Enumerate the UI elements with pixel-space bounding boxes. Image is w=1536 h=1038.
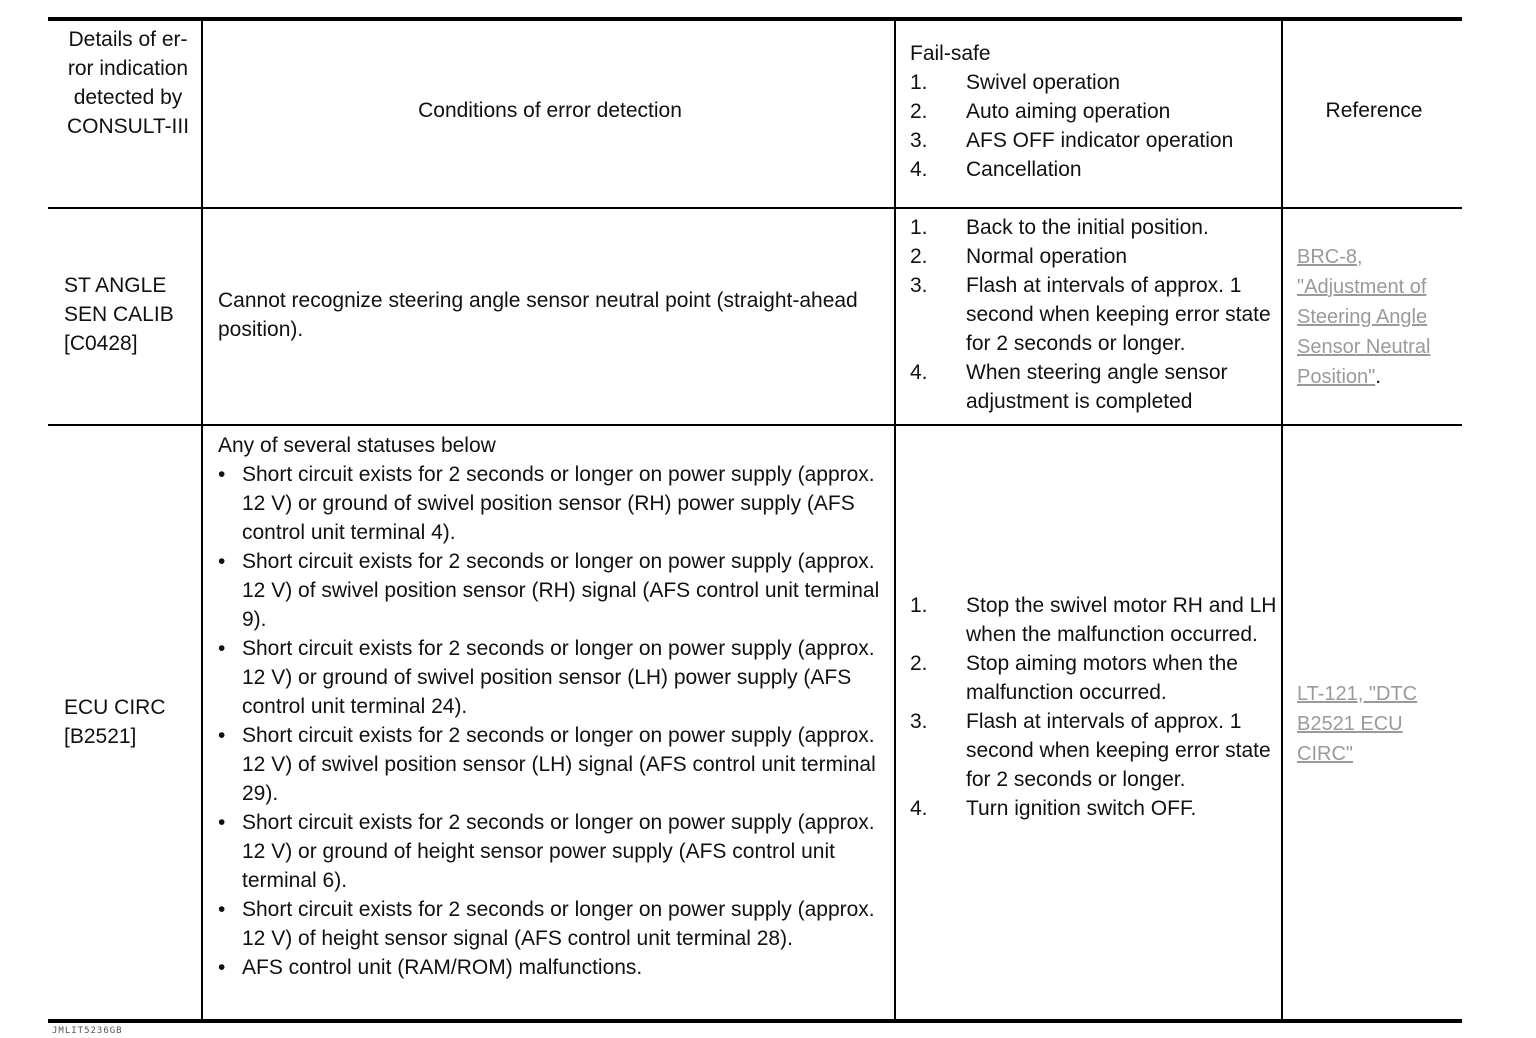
row2-condition <box>218 431 888 982</box>
list-item: 1. Back to the initial position. <box>910 216 1209 239</box>
list-item: 2. Auto aiming operation <box>910 100 1171 123</box>
list-item: 4. Turn ignition switch OFF. <box>910 797 1197 820</box>
table-top-rule <box>48 17 1462 21</box>
list-item: 3. Flash at intervals of approx. 1 second when keeping error state for 2 seconds or longer. <box>910 710 1271 791</box>
list-item: 2. Normal operation <box>910 245 1128 268</box>
list-item: • Short circuit exists for 2 seconds or longer on power supply (approx. 12 V) of height sensor signal (AFS control unit terminal 28). <box>218 898 875 950</box>
row2-reference <box>1297 679 1457 769</box>
row1-failsafe <box>910 213 1278 416</box>
row2-details: ECU CIRC [B2521] <box>64 696 166 748</box>
list-item: 1. Stop the swivel motor RH and LH when the malfunction occurred. <box>910 594 1277 646</box>
reference-link[interactable]: LT-121, "DTC B2521 ECU CIRC" <box>1297 683 1418 765</box>
list-item: • Short circuit exists for 2 seconds or longer on power supply (approx. 12 V) or ground of swivel position sensor (LH) power supply (AFS control unit terminal 24). <box>218 637 875 718</box>
col-divider-3 <box>1281 19 1283 1021</box>
row1-condition: Cannot recognize steering angle sensor neutral point (straight-ahead position). <box>218 289 858 341</box>
row1-bottom-rule <box>48 424 1462 426</box>
list-item: 4. Cancellation <box>910 158 1082 181</box>
header-reference: Reference <box>1325 99 1423 122</box>
row1-details: ST ANGLE SEN CALIB [C0428] <box>64 274 174 355</box>
failsafe-title: Fail-safe <box>910 42 991 65</box>
list-item: • AFS control unit (RAM/ROM) malfunctions. <box>218 956 643 979</box>
col-divider-1 <box>201 19 203 1021</box>
header-bottom-rule <box>48 207 1462 209</box>
col-divider-2 <box>894 19 896 1021</box>
figure-code: JMLIT5236GB <box>52 1026 123 1036</box>
reference-link[interactable]: BRC-8, "Adjustment of Steering Angle Sensor Neutral Position" <box>1297 246 1431 388</box>
list-item: • Short circuit exists for 2 seconds or longer on power supply (approx. 12 V) or ground of height sensor power supply (AFS control unit terminal 6). <box>218 811 875 892</box>
list-item: 3. Flash at intervals of approx. 1 second when keeping error state for 2 seconds or longer. <box>910 274 1271 355</box>
header-details <box>58 25 198 141</box>
condition-intro: Any of several statuses below <box>218 434 496 457</box>
list-item: • Short circuit exists for 2 seconds or longer on power supply (approx. 12 V) of swivel position sensor (LH) signal (AFS control unit terminal 29). <box>218 724 876 805</box>
header-failsafe <box>910 39 1278 184</box>
list-item: 3. AFS OFF indicator operation <box>910 129 1234 152</box>
header-details-text: Details of er-ror indication detected by CONSULT-III <box>66 28 190 138</box>
header-conditions: Conditions of error detection <box>418 99 682 122</box>
list-item: • Short circuit exists for 2 seconds or longer on power supply (approx. 12 V) of swivel position sensor (RH) signal (AFS control unit terminal 9). <box>218 550 880 631</box>
list-item: 1. Swivel operation <box>910 71 1121 94</box>
reference-suffix: . <box>1375 365 1382 388</box>
table-bottom-rule <box>48 1019 1462 1023</box>
list-item: • Short circuit exists for 2 seconds or longer on power supply (approx. 12 V) or ground of swivel position sensor (RH) power supply (AFS control unit terminal 4). <box>218 463 875 544</box>
row1-reference <box>1297 242 1457 392</box>
row2-failsafe <box>910 591 1278 823</box>
list-item: 2. Stop aiming motors when the malfunction occurred. <box>910 652 1238 704</box>
list-item: 4. When steering angle sensor adjustment is completed <box>910 361 1228 413</box>
